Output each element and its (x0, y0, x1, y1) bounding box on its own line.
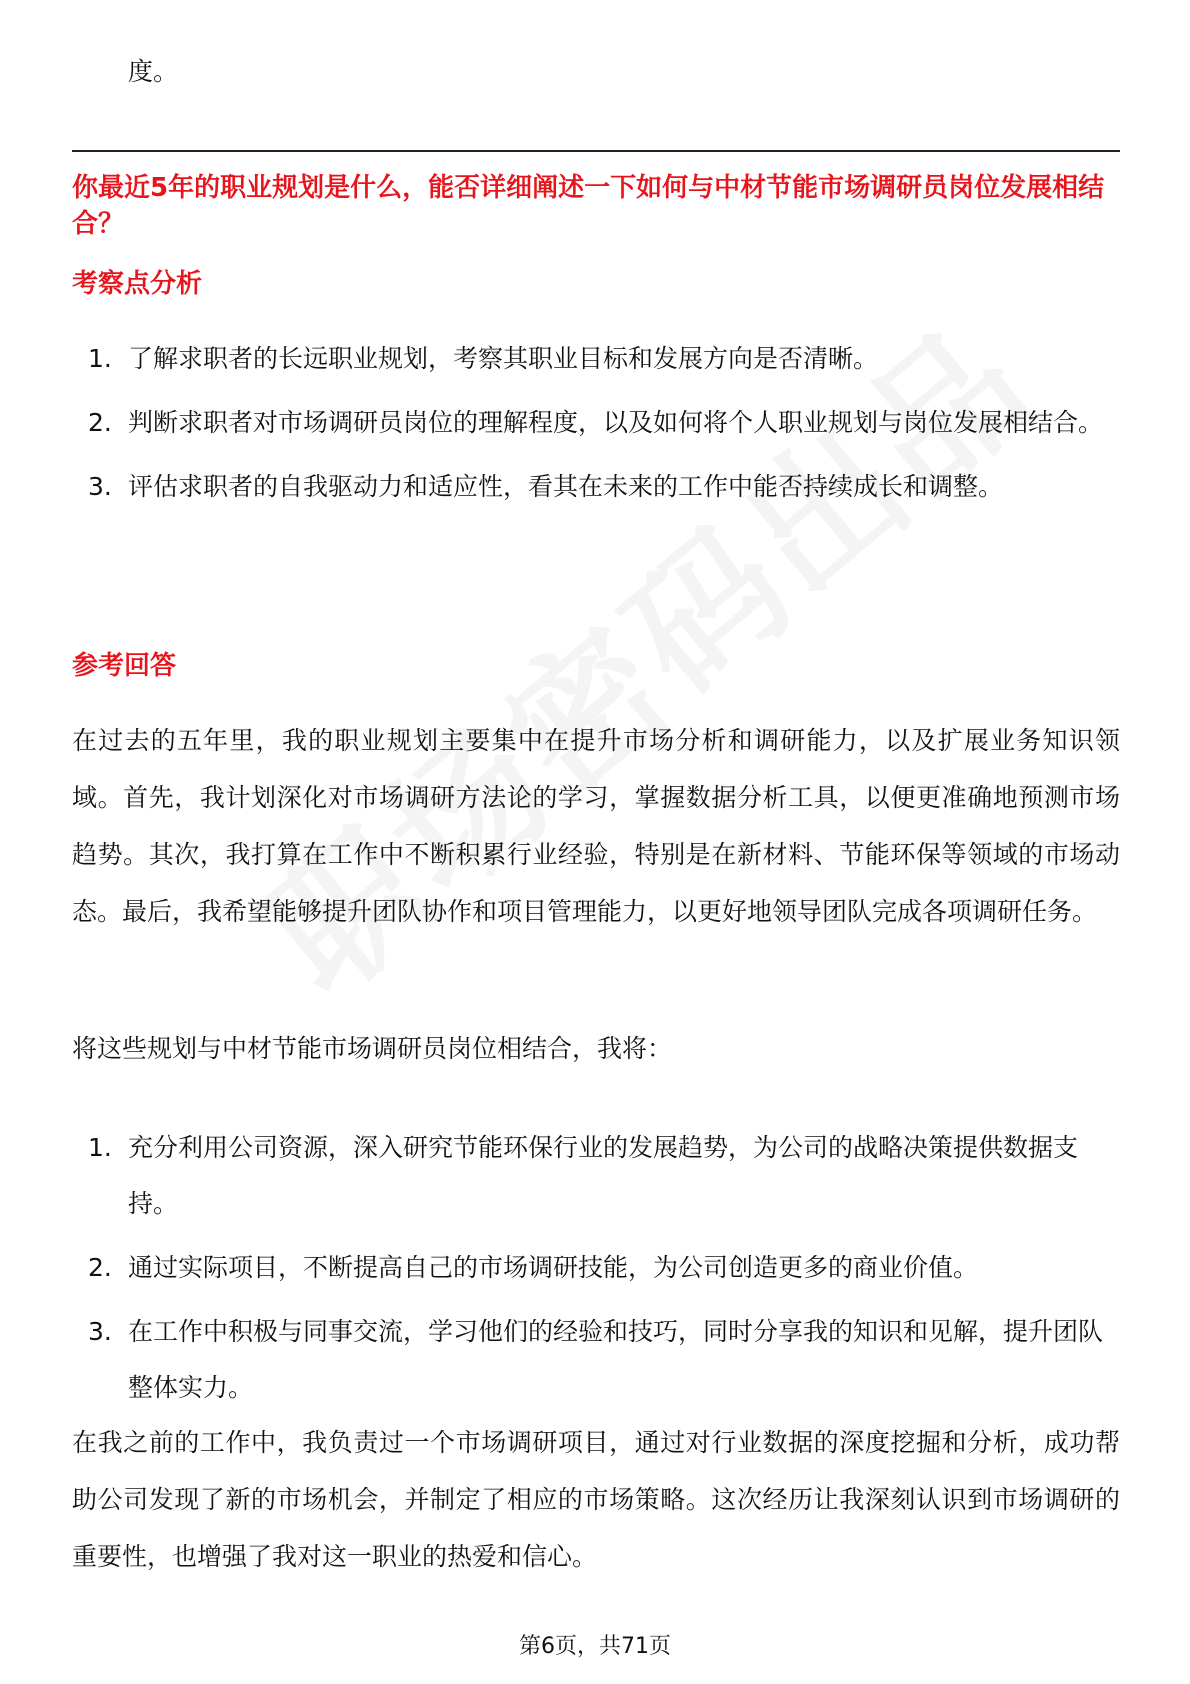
list-item (72, 395, 1120, 451)
list-item (72, 1304, 1120, 1416)
list-number: 1. (88, 344, 112, 373)
answer-paragraph-1: 在过去的五年里，我的职业规划主要集中在提升市场分析和调研能力，以及扩展业务知识领域。首先，我计划深化对市场调研方法论的学习，掌握数据分析工具，以便更准确地预测市场趋势。其次，我打算在工作中不断积累行业经验，特别是在新材料、节能环保等领域的市场动态。最后，我希望能够提升团队协作和项目管理能力，以更好地领导团队完成各项调研任务。 (72, 726, 1120, 926)
list-number: 1. (88, 1133, 112, 1162)
list-item (72, 1120, 1120, 1232)
list-number: 2. (88, 1253, 112, 1282)
list-item-text: 在工作中积极与同事交流，学习他们的经验和技巧，同时分享我的知识和见解，提升团队整体实力。 (128, 1317, 1104, 1402)
list-item-text: 判断求职者对市场调研员岗位的理解程度，以及如何将个人职业规划与岗位发展相结合。 (128, 408, 1104, 437)
analysis-heading: 考察点分析 (72, 269, 203, 299)
list-item-text: 评估求职者的自我驱动力和适应性，看其在未来的工作中能否持续成长和调整。 (128, 472, 1004, 501)
list-number: 3. (88, 1317, 112, 1346)
list-number: 2. (88, 408, 112, 437)
list-item-text: 充分利用公司资源，深入研究节能环保行业的发展趋势，为公司的战略决策提供数据支持。 (128, 1133, 1079, 1218)
plan-list (72, 1120, 1120, 1424)
list-item (72, 331, 1120, 387)
section-divider (72, 150, 1120, 152)
list-item-text: 通过实际项目，不断提高自己的市场调研技能，为公司创造更多的商业价值。 (128, 1253, 979, 1282)
list-item (72, 1240, 1120, 1296)
list-item-text: 了解求职者的长远职业规划，考察其职业目标和发展方向是否清晰。 (128, 344, 879, 373)
answer-paragraph-3: 在我之前的工作中，我负责过一个市场调研项目，通过对行业数据的深度挖掘和分析，成功帮助公司发现了新的市场机会，并制定了相应的市场策略。这次经历让我深刻认识到市场调研的重要性，也增强了我对这一职业的热爱和信心。 (72, 1428, 1120, 1571)
list-item (72, 459, 1120, 515)
list-number: 3. (88, 472, 112, 501)
previous-text-tail: 度。 (128, 57, 179, 86)
analysis-list (72, 331, 1120, 523)
answer-heading: 参考回答 (72, 651, 177, 681)
page-footer: 第6页，共71页 (519, 1634, 671, 1659)
question-title: 你最近5年的职业规划是什么，能否详细阐述一下如何与中材节能市场调研员岗位发展相结合？ (72, 173, 1105, 239)
answer-paragraph-2: 将这些规划与中材节能市场调研员岗位相结合，我将： (72, 1034, 673, 1063)
